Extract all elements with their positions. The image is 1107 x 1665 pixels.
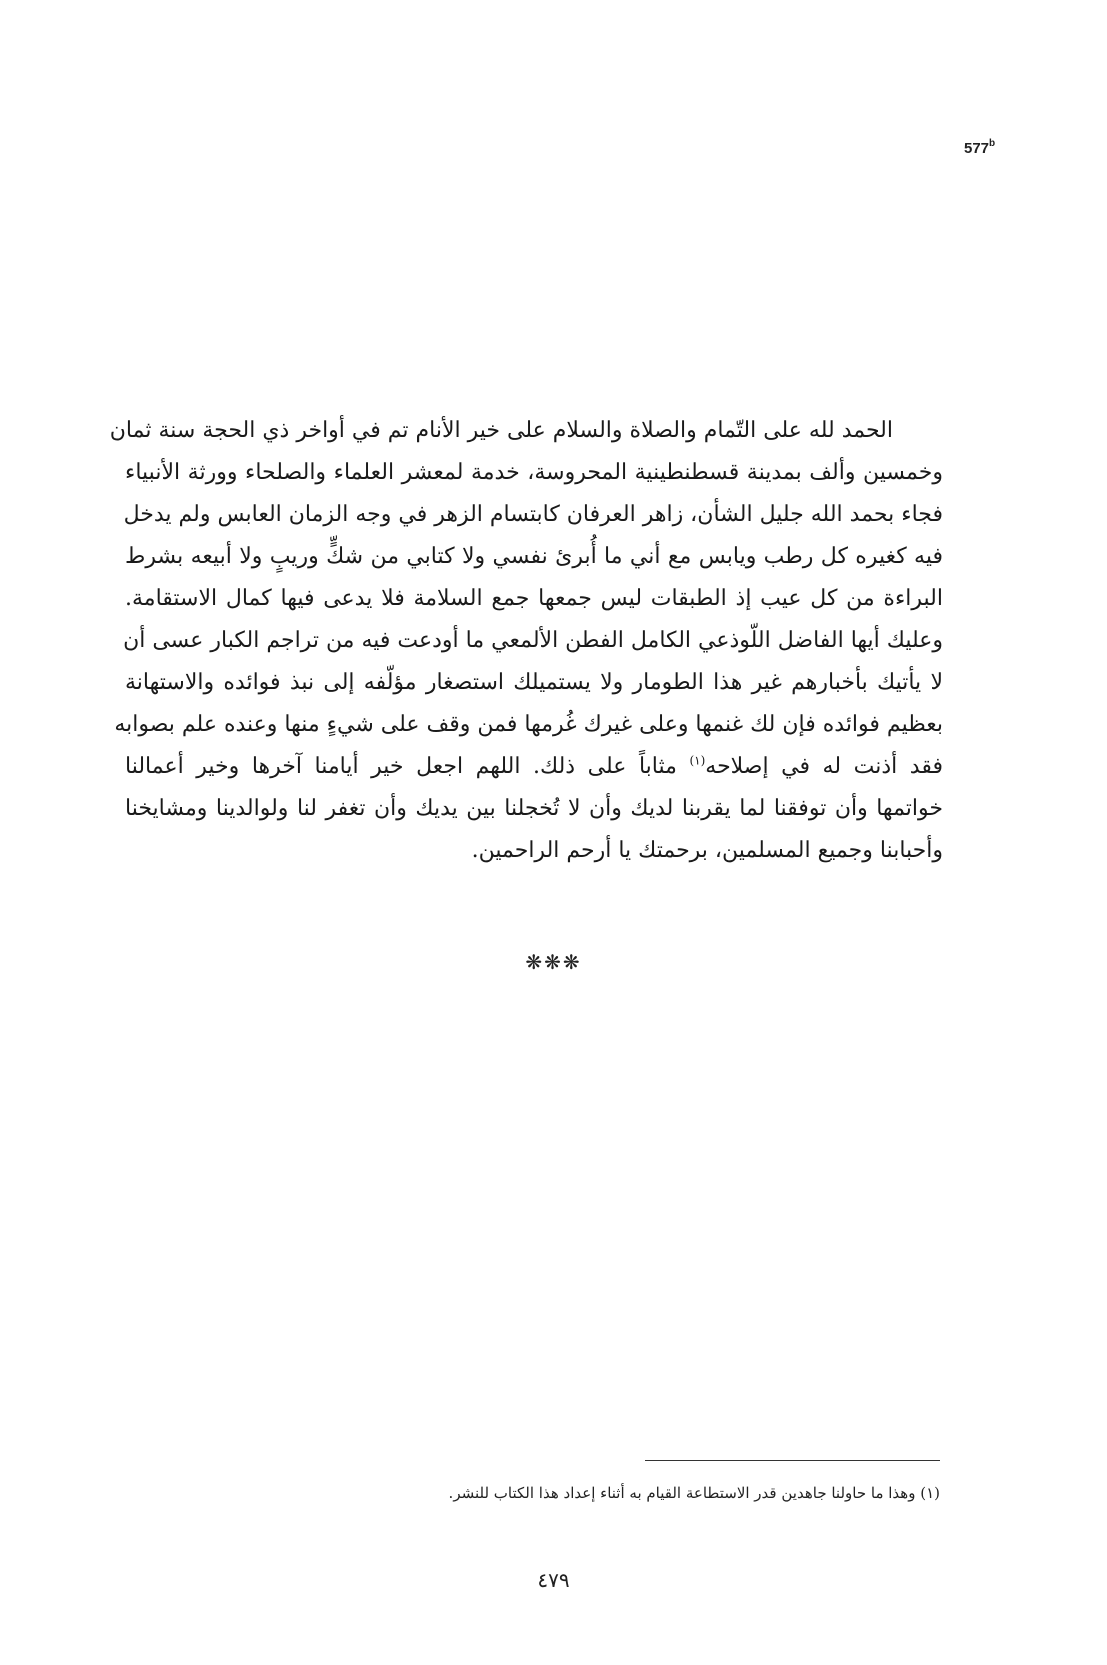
text-line-2: وخمسين وألف بمدينة قسطنطينية المحروسة، خدمة لمعشر العلماء والصلحاء وورثة الأنبياء: [125, 460, 943, 485]
footnote-1: (١) وهذا ما حاولنا جاهدين قدر الاستطاعة القيام به أثناء إعداد هذا الكتاب للنشر.: [448, 1484, 940, 1502]
text-line-3: فجاء بحمد الله جليل الشأن، زاهر العرفان كابتسام الزهر في وجه الزمان العابس ولم يدخل: [123, 502, 943, 527]
text-line-6: وعليك أيها الفاضل اللّوذعي الكامل الفطن الألمعي ما أودعت فيه من تراجم الكبار عسى أن: [123, 628, 943, 653]
folio-side: b: [989, 138, 996, 149]
text-line-5: البراءة من كل عيب إذ الطبقات ليس جمعها جمع السلامة فلا يدعى فيها كمال الاستقامة.: [125, 586, 943, 611]
text-line-8: بعظيم فوائده فإن لك غنمها وعلى غيرك غُرمها فمن وقف على شيءٍ منها وعنده علم بصوابه: [114, 712, 943, 737]
text-line-9: [125, 746, 943, 788]
main-paragraph: [109, 410, 943, 872]
text-line-9-start: فقد أذنت له في إصلاحه: [705, 754, 943, 779]
page-number: ٤٧٩: [537, 1568, 570, 1592]
text-line-7: لا يأتيك بأخبارهم غير هذا الطومار ولا يستميلك استصغار مؤلّفه إلى نبذ فوائده والاستهانة: [125, 670, 943, 695]
text-line-10: خواتمها وأن توفقنا لما يقربنا لديك وأن لا تُخجلنا بين يديك وأن تغفر لنا ولوالدينا ومشايخنا: [125, 796, 943, 821]
footnote-separator-rule: [645, 1460, 940, 1461]
text-line-9-end: مثاباً على ذلك. اللهم اجعل خير أيامنا آخرها وخير أعمالنا: [125, 754, 690, 779]
text-line-1: الحمد لله على التّمام والصلاة والسلام على خير الأنام تم في أواخر ذي الحجة سنة ثمان: [109, 418, 893, 443]
text-line-4: فيه كغيره كل رطب ويابس مع أني ما أُبرئ نفسي ولا كتابي من شكٍّ وريبٍ ولا أبيعه بشرط: [125, 544, 943, 569]
manuscript-folio-reference: [964, 140, 995, 157]
text-line-11: وأحبابنا وجميع المسلمين، برحمتك يا أرحم الراحمين.: [471, 838, 943, 863]
footnote-reference-mark[interactable]: (١): [689, 753, 706, 768]
section-end-ornament: ❋❋❋: [525, 950, 582, 974]
folio-number: 577: [964, 140, 990, 157]
